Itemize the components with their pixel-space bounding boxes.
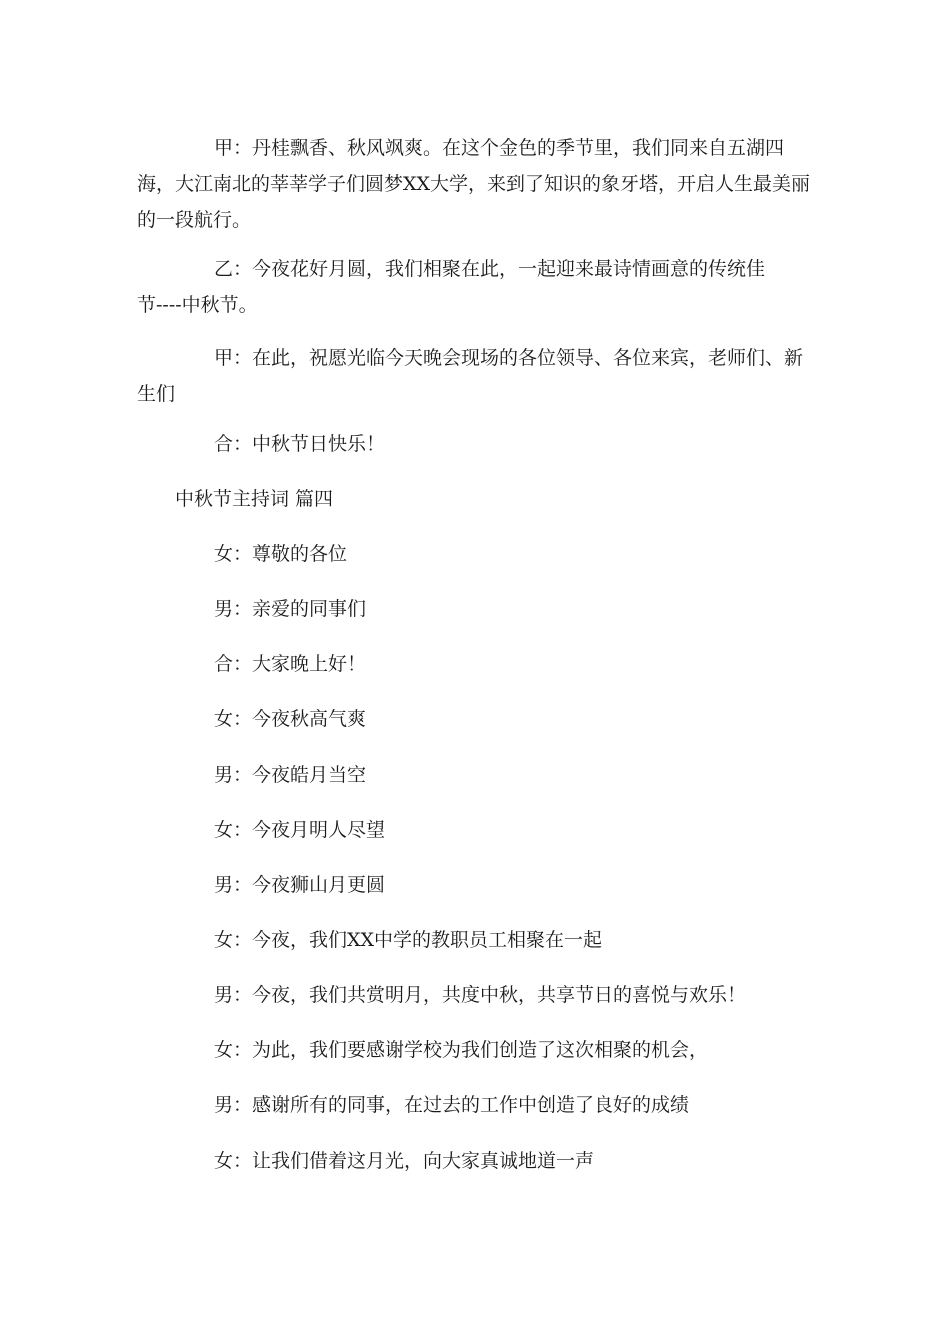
dialogue-line: 女：今夜月明人尽望 — [214, 819, 386, 841]
paragraph-3: 甲：在此，祝愿光临今天晚会现场的各位领导、各位来宾，老师们、新生们 — [137, 347, 804, 405]
section-title: 中秋节主持词 篇四 — [175, 488, 334, 510]
dialogue-line: 男：感谢所有的同事，在过去的工作中创造了良好的成绩 — [214, 1094, 690, 1116]
dialogue-line: 合：大家晚上好！ — [214, 653, 367, 675]
paragraph-4: 合：中秋节日快乐！ — [214, 433, 386, 455]
dialogue-line: 女：让我们借着这月光，向大家真诚地道一声 — [214, 1150, 595, 1172]
paragraph-2: 乙：今夜花好月圆，我们相聚在此，一起迎来最诗情画意的传统佳节----中秋节。 — [137, 258, 766, 316]
dialogue-line: 女：今夜，我们XX中学的教职员工相聚在一起 — [214, 929, 603, 951]
dialogue-line: 女：尊敬的各位 — [214, 543, 348, 565]
dialogue-line: 男：亲爱的同事们 — [214, 598, 367, 620]
dialogue-line: 男：今夜皓月当空 — [214, 764, 367, 786]
paragraph-1: 甲：丹桂飘香、秋风飒爽。在这个金色的季节里，我们同来自五湖四海，大江南北的莘莘学子们圆梦XX大学，来到了知识的象牙塔，开启人生最美丽的一段航行。 — [137, 137, 811, 231]
dialogue-line: 男：今夜狮山月更圆 — [214, 874, 386, 896]
dialogue-line: 女：今夜秋高气爽 — [214, 708, 367, 730]
dialogue-line: 女：为此，我们要感谢学校为我们创造了这次相聚的机会， — [214, 1039, 709, 1061]
dialogue-line: 男：今夜，我们共赏明月，共度中秋，共享节日的喜悦与欢乐！ — [214, 984, 747, 1006]
